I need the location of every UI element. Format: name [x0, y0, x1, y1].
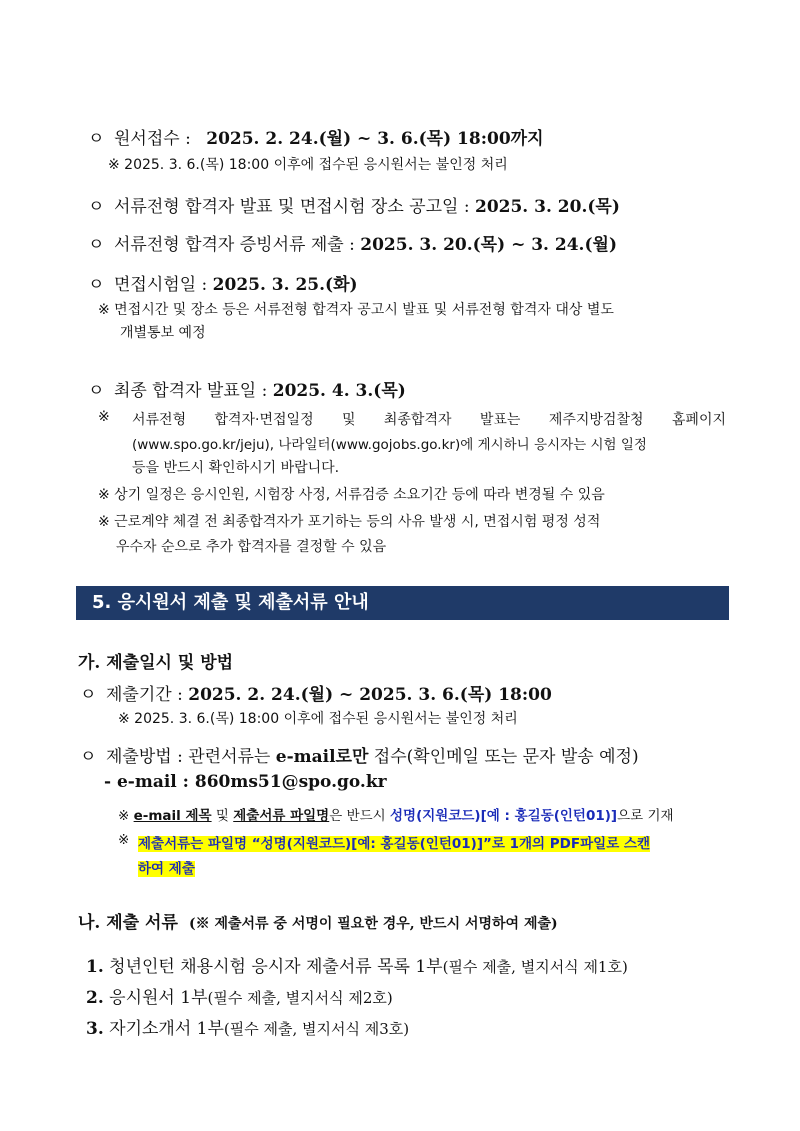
bullet: ㅇ	[88, 197, 105, 217]
doc-item-note: (필수 제출, 별지서식 제2호)	[207, 989, 393, 1007]
pdf-note-mark: ※	[118, 832, 130, 848]
pdf-note-line1-text: 제출서류는 파일명 “성명(지원코드)[예: 홍길동(인턴01)]”로 1개의 PDF파일로 스캔	[138, 836, 651, 852]
subsection-na-heading-line	[78, 908, 558, 933]
bullet: ㅇ	[88, 129, 105, 149]
subsection-na-note: (※ 제출서류 중 서명이 필요한 경우, 반드시 서명하여 제출)	[188, 916, 558, 932]
doc-item-num: 3.	[86, 1019, 104, 1039]
submit-period-value: 2025. 2. 24.(월) ~ 2025. 3. 6.(목) 18:00	[188, 685, 552, 705]
doc-item-2	[86, 983, 393, 1008]
application-note: ※ 2025. 3. 6.(목) 18:00 이후에 접수된 응시원서는 불인정 처리	[108, 157, 508, 173]
submit-period-label: 제출기간 :	[106, 685, 183, 705]
doc-pass-announce-value: 2025. 3. 20.(목)	[474, 197, 620, 217]
doc-item-1	[86, 952, 628, 977]
doc-item-text: 응시원서 1부	[109, 988, 208, 1008]
doc-pass-announce-line	[88, 192, 620, 217]
application-label: 원서접수 :	[114, 129, 191, 149]
note-mark: ※	[118, 808, 130, 824]
submit-email: - e-mail : 860ms51@spo.go.kr	[104, 772, 387, 792]
final-note1-line2: (www.spo.go.kr/jeju), 나라일터(www.gojobs.go.kr)에 게시하니 응시자는 시험 일정	[132, 437, 647, 453]
submit-period-note: ※ 2025. 3. 6.(목) 18:00 이후에 접수된 응시원서는 불인정 처리	[118, 711, 518, 727]
submit-method-bold: e-mail로만	[275, 747, 369, 767]
doc-item-3	[86, 1014, 409, 1039]
submit-method-label: 제출방법 : 관련서류는	[106, 747, 271, 767]
filename-rule-note	[118, 804, 674, 824]
pdf-note-line1	[138, 832, 650, 852]
section-5-title: 5. 응시원서 제출 및 제출서류 안내	[76, 586, 729, 620]
email-subject-text: e-mail 제목	[133, 808, 212, 824]
doc-submit-value: 2025. 3. 20.(목) ~ 3. 24.(월)	[360, 235, 617, 255]
doc-item-note: (필수 제출, 별지서식 제3호)	[223, 1020, 410, 1038]
subsection-ga-heading: 가. 제출일시 및 방법	[78, 653, 234, 673]
name-code-example: 성명(지원코드)[예 : 홍길동(인턴01)]	[390, 808, 618, 824]
bullet: ㅇ	[88, 381, 105, 401]
submit-period-line	[80, 680, 552, 705]
bullet: ㅇ	[80, 747, 97, 767]
application-line	[88, 124, 544, 149]
interview-value: 2025. 3. 25.(화)	[212, 275, 358, 295]
interview-note-line2: 개별통보 예정	[120, 325, 206, 341]
bullet: ㅇ	[88, 275, 105, 295]
doc-item-text: 자기소개서 1부	[109, 1019, 224, 1039]
bullet: ㅇ	[88, 235, 105, 255]
final-note1-line3: 등을 반드시 확인하시기 바랍니다.	[132, 460, 340, 476]
submit-method-rest: 접수(확인메일 또는 문자 발송 예정)	[373, 747, 639, 767]
final-line	[88, 376, 406, 401]
final-note1-mark: ※	[98, 409, 110, 425]
subsection-na-heading: 나. 제출 서류	[78, 913, 178, 933]
doc-item-text: 청년인턴 채용시험 응시자 제출서류 목록 1부	[109, 957, 443, 977]
final-note2: ※ 상기 일정은 응시인원, 시험장 사정, 서류검증 소요기간 등에 따라 변경될 수 있음	[98, 487, 605, 503]
doc-item-num: 1.	[86, 957, 104, 977]
must-text: 은 반드시	[329, 808, 386, 824]
interview-line	[88, 270, 358, 295]
final-label: 최종 합격자 발표일 :	[114, 381, 268, 401]
doc-item-note: (필수 제출, 별지서식 제1호)	[442, 958, 628, 976]
interview-note-line1: ※ 면접시간 및 장소 등은 서류전형 합격자 공고시 발표 및 서류전형 합격자 대상 별도	[98, 302, 614, 318]
final-value: 2025. 4. 3.(목)	[272, 381, 406, 401]
interview-label: 면접시험일 :	[114, 275, 208, 295]
doc-pass-announce-label: 서류전형 합격자 발표 및 면접시험 장소 공고일 :	[114, 197, 470, 217]
application-value: 2025. 2. 24.(월) ~ 3. 6.(목) 18:00까지	[206, 129, 544, 149]
doc-item-num: 2.	[86, 988, 104, 1008]
doc-submit-label: 서류전형 합격자 증빙서류 제출 :	[114, 235, 355, 255]
submit-method-line	[80, 742, 639, 767]
pdf-note-line2	[138, 857, 195, 877]
final-note3-line1: ※ 근로계약 체결 전 최종합격자가 포기하는 등의 사유 발생 시, 면접시험 평정 성적	[98, 514, 601, 530]
write-text: 으로 기재	[617, 808, 674, 824]
doc-submit-line	[88, 230, 617, 255]
final-note3-line2: 우수자 순으로 추가 합격자를 결정할 수 있음	[116, 539, 387, 555]
bullet: ㅇ	[80, 685, 97, 705]
file-name-text: 제출서류 파일명	[233, 808, 330, 824]
and-text: 및	[215, 808, 229, 824]
final-note1-line1: 서류전형 합격자·면접일정 및 최종합격자 발표는 제주지방검찰청 홈페이지	[132, 412, 726, 428]
pdf-note-line2-text: 하여 제출	[138, 861, 195, 877]
